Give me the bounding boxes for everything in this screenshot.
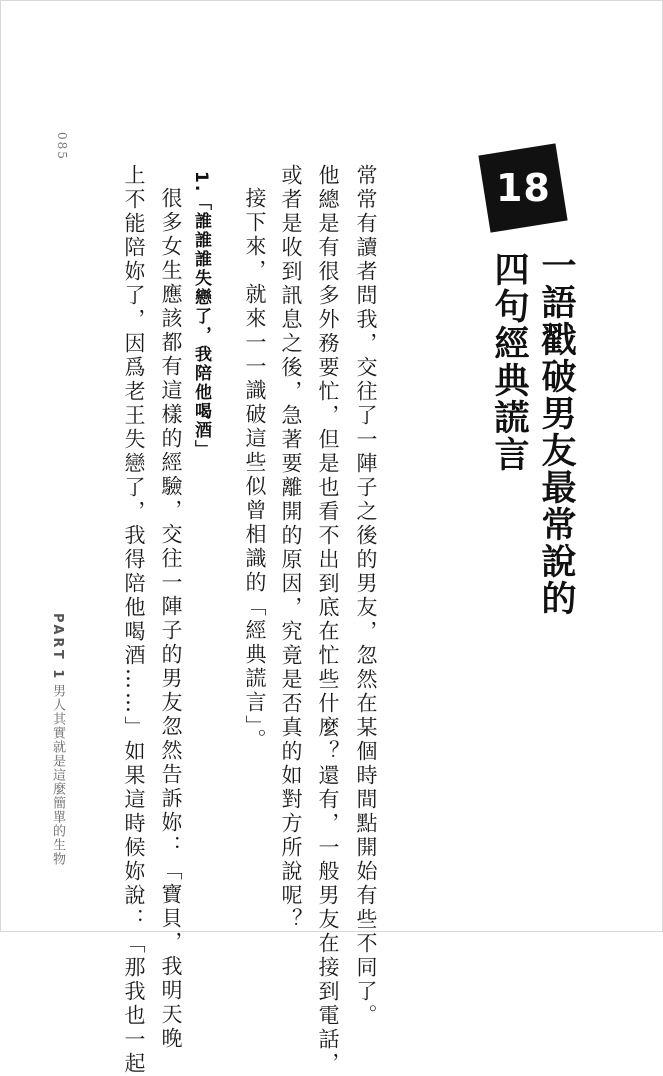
page-number: 085 — [55, 132, 69, 161]
intro-paragraph-column-1: 常常有讀者問我，交往了一陣子之後的男友，忽然在某個時間點開始有些不同了。 — [354, 164, 378, 1028]
intro-paragraph-column-3: 或者是收到訊息之後，急著要離開的原因，究竟是否真的如對方所說呢？ — [279, 164, 303, 932]
chapter-number: 18 — [495, 166, 551, 211]
section-heading: 1.「誰誰誰失戀了，我陪他喝酒」 — [191, 171, 211, 460]
intro-paragraph-column-4: 接下來，就來一一識破這些似曾相識的「經典謊言」。 — [243, 187, 267, 753]
part-label: PART 1 — [50, 613, 65, 682]
chapter-title-line2: 四句經典謊言 — [489, 251, 529, 473]
intro-paragraph-column-2: 他總是有很多外務要忙，但是也看不出到底在忙些什麼？還有，一般男友在接到電話， — [316, 164, 340, 1076]
chapter-number-badge — [478, 143, 567, 232]
section-paragraph-column-2: 上不能陪妳了，因爲老王失戀了，我得陪他喝酒……」如果這時候妳說：「那我也一起 — [122, 164, 146, 1076]
chapter-title-line1: 一語戳破男友最常說的 — [536, 247, 576, 617]
part-subtitle: 男人其實就是這麼簡單的生物 — [50, 684, 65, 866]
section-paragraph-column-1: 很多女生應該都有這樣的經驗，交往一陣子的男友忽然告訴妳：「寶貝，我明天晚 — [159, 187, 183, 1051]
